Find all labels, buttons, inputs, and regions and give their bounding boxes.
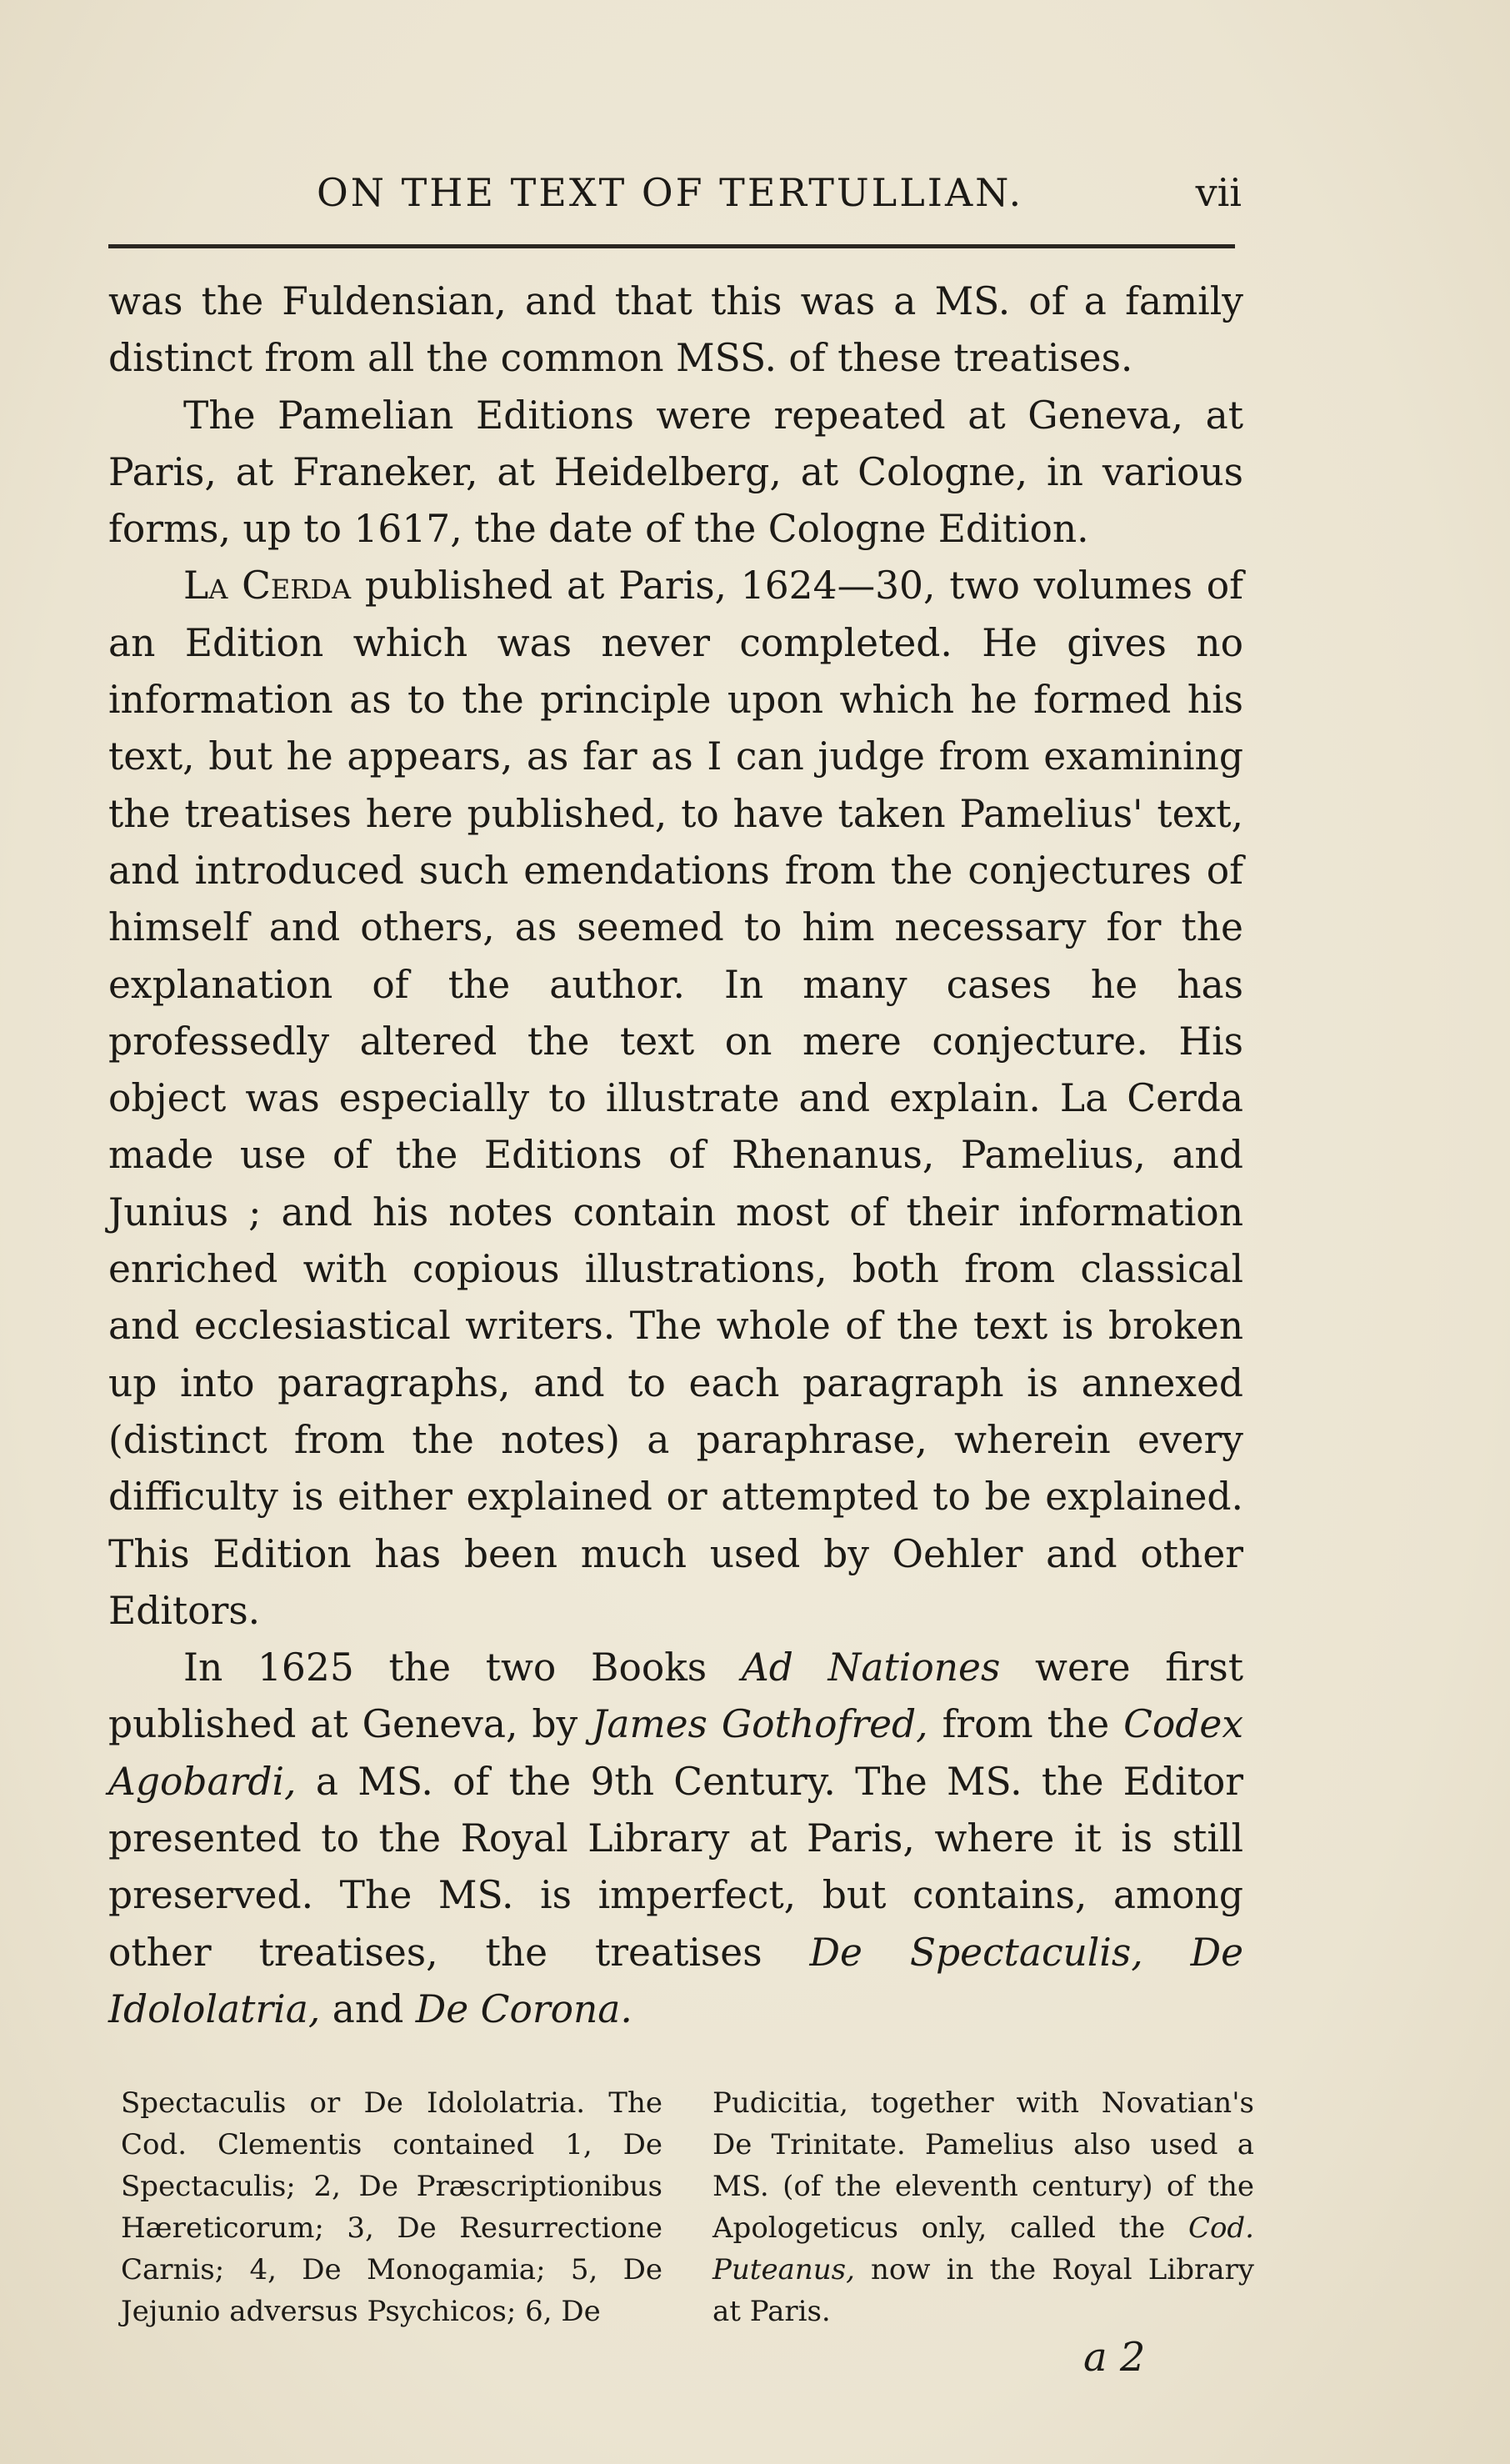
author-name-la-cerda: La Cerda [183, 563, 352, 608]
p4-title-de-corona: De Corona. [415, 1986, 632, 2031]
paragraph-2: The Pamelian Editions were repeated at Geneva, at Paris, at Franeker, at Heidelberg, at Cologne, in various forms, up to 1617, the date of the Cologne Edition. [108, 393, 1243, 552]
page-header [108, 165, 1242, 223]
p4-text-4: a MS. of the 9th Century. The MS. the Editor presented to the Royal Library at Paris, where it is still preserved. The MS. is imperfect, but contains, among other treatises, the treatises [108, 1759, 1243, 1975]
p4-text-2: were first published at Geneva, by [108, 1645, 1243, 1747]
page-number: vii [1195, 170, 1242, 215]
p4-title-ad-nationes: Ad Nationes [741, 1645, 1001, 1690]
header-rule [108, 244, 1235, 248]
p4-text-3: from the [928, 1702, 1124, 1747]
footnote-left-column: Spectaculis or De Idololatria. The Cod. Clementis contained 1, De Spectaculis; 2, De Præscriptionibus Hæreticorum; 3, De Resurrectione Carnis; 4, De Monogamia; 5, De Jejunio adversus Psychicos; 6, De [121, 2086, 662, 2328]
p4-codex-agobardi: Codex Agobardi, [108, 1702, 1243, 1804]
paragraph-4 [108, 1640, 1243, 2038]
p4-titles-spectaculis-idololatria: De Spectaculis, De Idololatria, [108, 1930, 1244, 2031]
p4-name-gothofred: James Gothofred, [592, 1702, 928, 1747]
paragraph-3-text: published at Paris, 1624—30, two volumes of an Edition which was never completed. He gives no information as to the principle upon which he formed his text, but he appears, as far as I can judge from examining the treatises here published, to have taken Pamelius' text, and introduced such emendations from the conjectures of himself and others, as seemed to him necessary for the explanation of the author. In many cases he has professedly altered the text on mere conjecture. His object was especially to illustrate and explain. La Cerda made use of the Editions of Rhenanus, Pamelius, and Junius ; and his notes contain most of their information enriched with copious illustrations, both from classical and ecclesiastical writers. The whole of the text is broken up into paragraphs, and to each paragraph is annexed (distinct from the notes) a paraphrase, wherein every difficulty is either explained or attempted to be explained. This Edition has been much used by Oehler and other Editors. [108, 563, 1243, 1633]
paragraph-1: was the Fuldensian, and that this was a MS. of a family distinct from all the common MSS. of these treatises. [108, 279, 1243, 381]
paragraph-3 [108, 558, 1243, 1640]
footnotes [121, 2082, 1254, 2332]
p4-text-5: and [320, 1986, 416, 2031]
footnote-cod-puteanus: Cod. Puteanus, [712, 2211, 1254, 2286]
main-text [108, 273, 1243, 2038]
p4-text-1: In 1625 the two Books [183, 1645, 742, 1690]
signature-mark: a 2 [1083, 2334, 1146, 2381]
footnote-right-column [712, 2082, 1254, 2332]
running-title: ON THE TEXT OF TERTULLIAN. [317, 170, 1024, 215]
footnote-right-text-2: now in the Royal Library at Paris. [712, 2253, 1254, 2328]
footnote-right-text-1: Pudicitia, together with Novatian's De Trinitate. Pamelius also used a MS. (of the eleventh century) of the Apologeticus only, called the [712, 2086, 1254, 2245]
